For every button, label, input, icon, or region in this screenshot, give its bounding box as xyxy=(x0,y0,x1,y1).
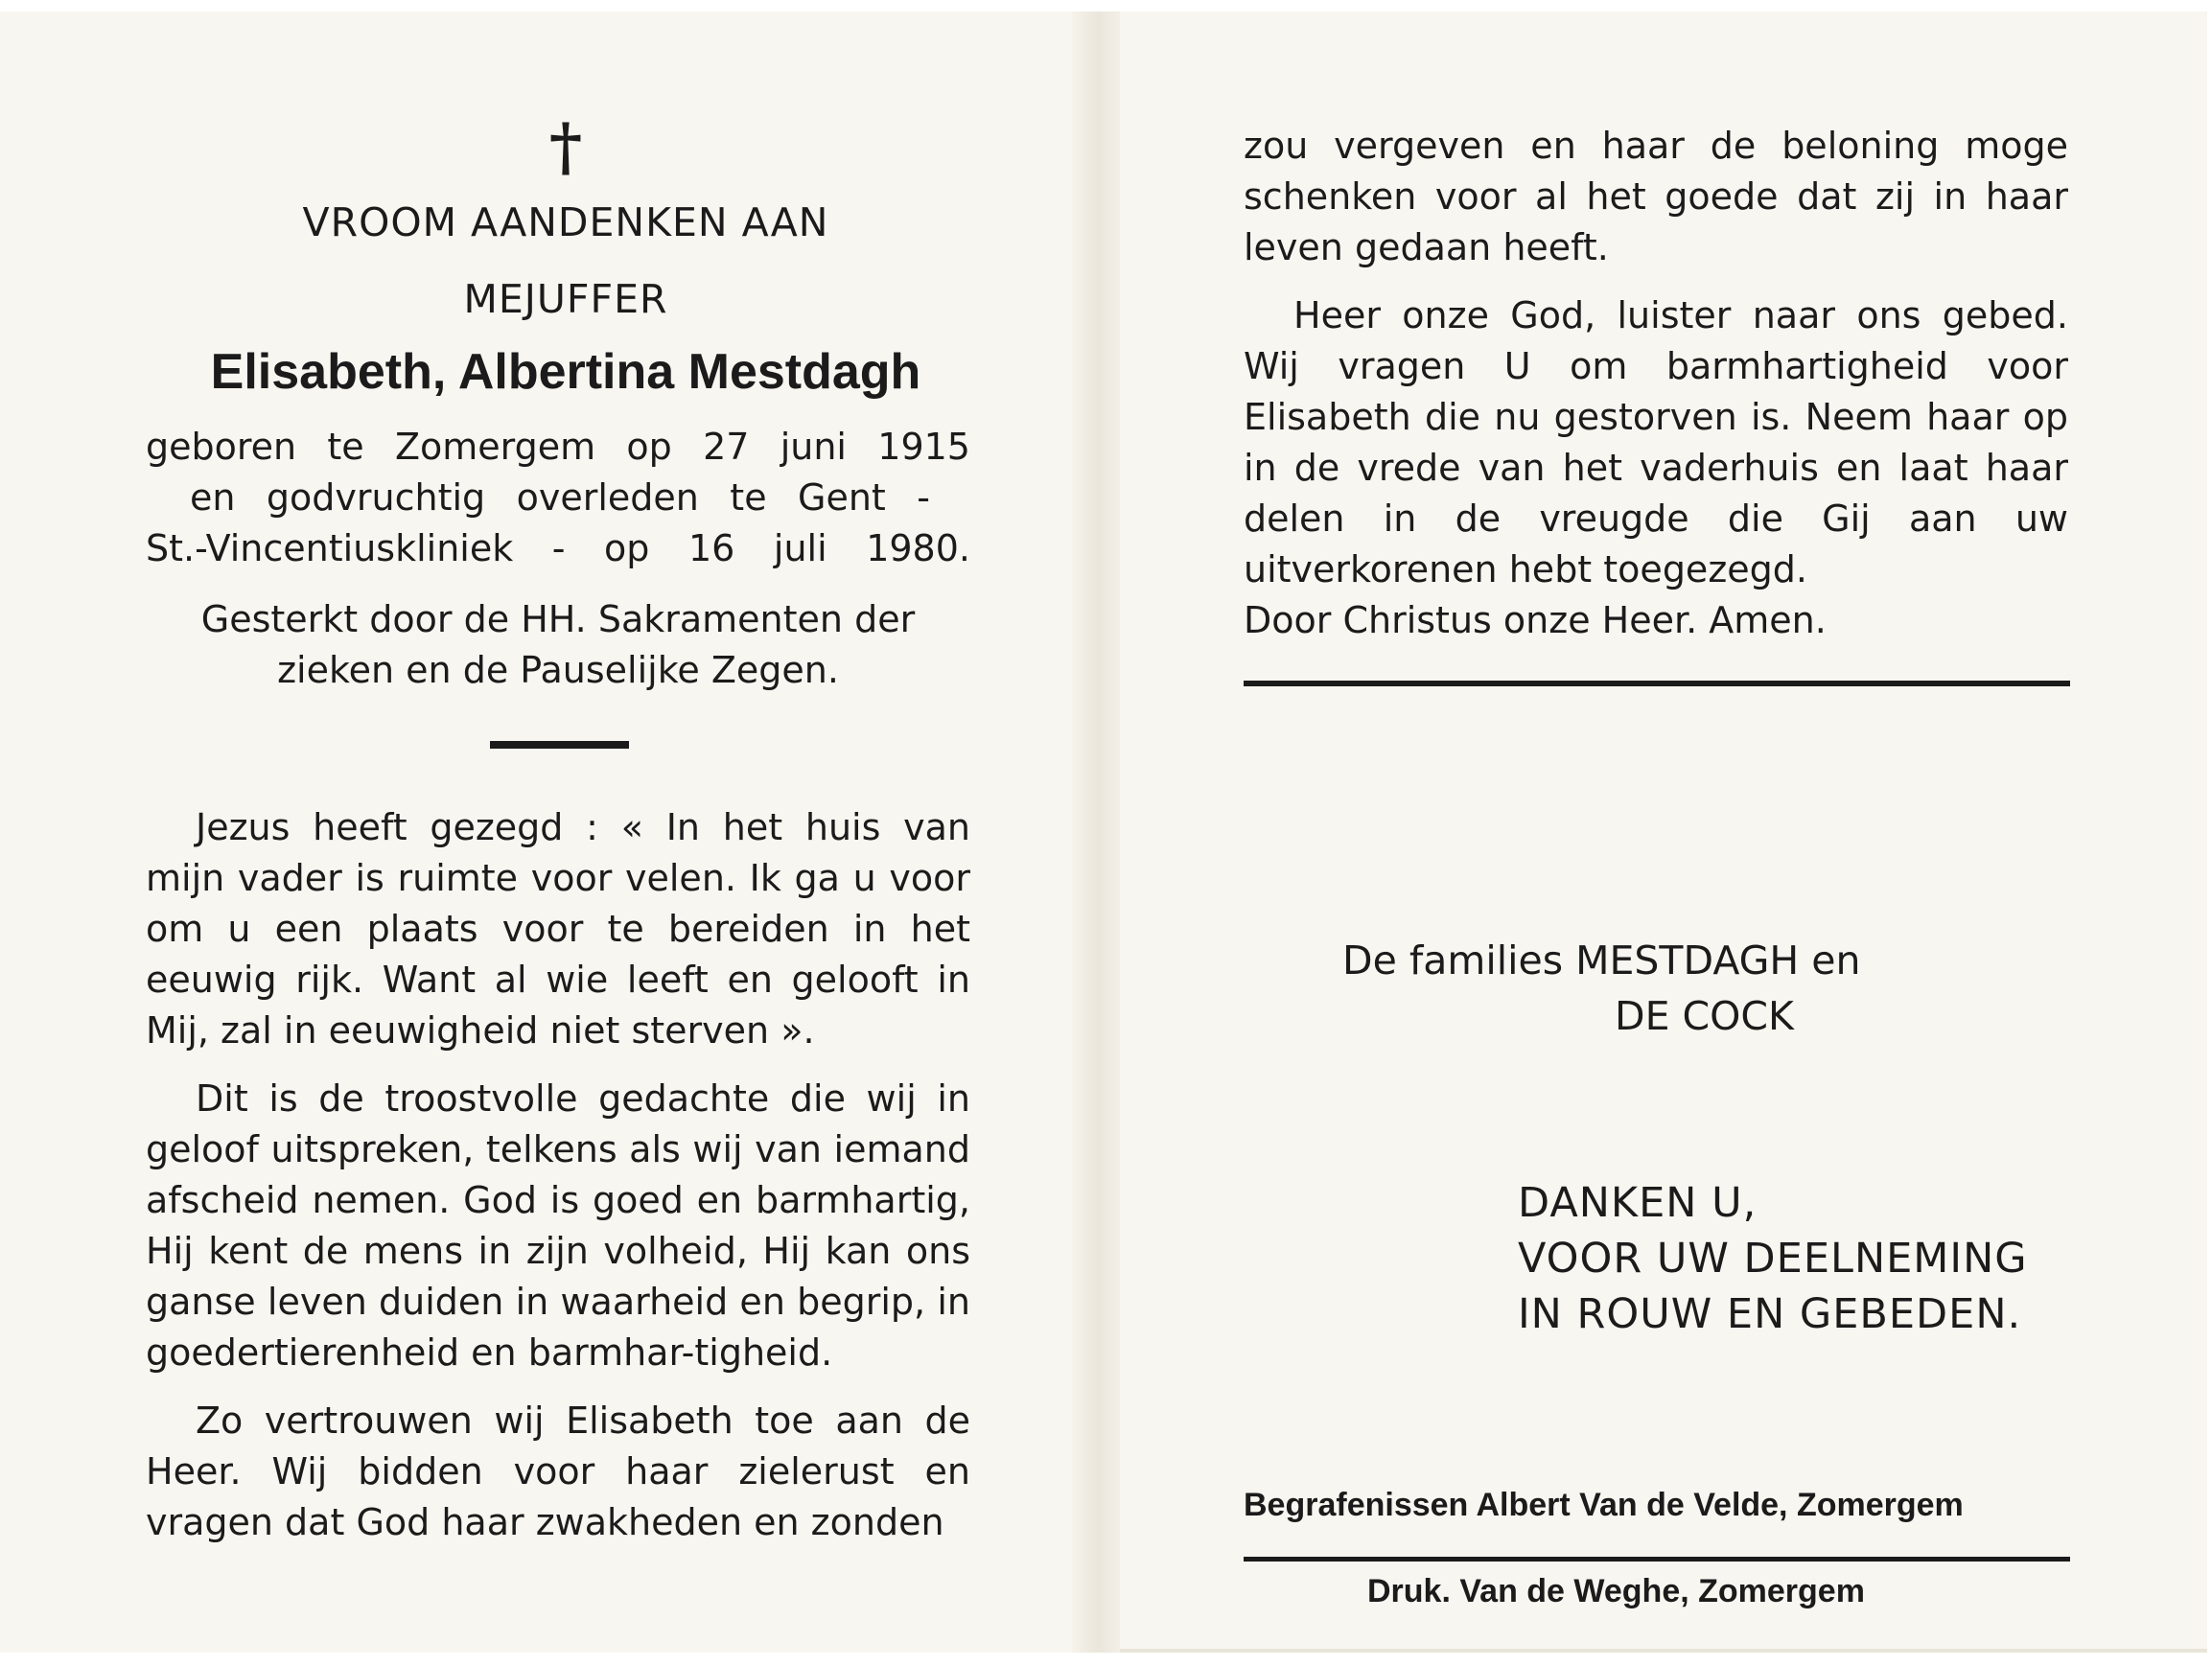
forgive-paragraph: zou vergeven en haar de beloning moge schenken voor al het goede dat zij in haar leven gedaan heeft. xyxy=(1244,125,2068,268)
families-line-2: DE COCK xyxy=(1615,993,1794,1039)
prayer-paragraph: Heer onze God, luister naar ons gebed. Wij vragen U om barmhartigheid voor Elisabeth die nu gestorven is. Neem haar op in de vrede van het vaderhuis en laat haar delen in de vreugde die Gij aan uw uitverkorenen hebt toegezegd. xyxy=(1244,294,2068,590)
right-text-block xyxy=(1244,121,2068,646)
short-divider xyxy=(490,741,629,749)
left-text-block xyxy=(146,802,970,1548)
closing-line: Door Christus onze Heer. Amen. xyxy=(1244,599,1827,641)
thanks-line-3: IN ROUW EN GEBEDEN. xyxy=(1518,1290,2022,1338)
cross-symbol: † xyxy=(548,109,583,184)
thanks-line-1: DANKEN U, xyxy=(1518,1179,1758,1227)
quote-paragraph: Jezus heeft gezegd : « In het huis van mijn vader is ruimte voor velen. Ik ga u voor om u een plaats voor te bereiden in het eeuwig rijk. Want al wie leeft en gelooft in Mij, zal in eeuwigheid niet sterven ». xyxy=(146,806,970,1052)
long-divider xyxy=(1244,681,2070,686)
deceased-name: Elisabeth, Albertina Mestdagh xyxy=(210,344,921,400)
title-mejuffer: MEJUFFER xyxy=(463,276,668,322)
thanks-line-2: VOOR UW DEELNEMING xyxy=(1518,1235,2028,1283)
card-fold xyxy=(1072,12,1120,1653)
born-line-3: St.-Vincentiuskliniek - op 16 juli 1980. xyxy=(146,527,970,569)
comfort-paragraph: Dit is de troostvolle gedachte die wij in geloof uitspreken, telkens als wij van iemand afscheid nemen. God is goed en barmhartig, Hij kent de mens in zijn volheid, Hij kan ons ganse leven duiden in waarheid en begrip, in goedertierenheid en barmhar-tigheid. xyxy=(146,1077,970,1374)
footer-divider xyxy=(1244,1557,2070,1562)
born-line-1: geboren te Zomergem op 27 juni 1915 xyxy=(146,426,970,468)
sacrament-line-1: Gesterkt door de HH. Sakramenten der xyxy=(200,598,916,640)
memorial-heading: VROOM AANDENKEN AAN xyxy=(302,199,829,245)
sacrament-line-2: zieken en de Pauselijke Zegen. xyxy=(277,649,839,691)
printer-credit: Druk. Van de Weghe, Zomergem xyxy=(1367,1573,1865,1609)
undertaker-credit: Begrafenissen Albert Van de Velde, Zomergem xyxy=(1244,1487,1964,1523)
families-line-1: De families MESTDAGH en xyxy=(1342,937,1861,983)
entrust-paragraph: Zo vertrouwen wij Elisabeth toe aan de Heer. Wij bidden voor haar zielerust en vragen dat God haar zwakheden en zonden xyxy=(146,1400,970,1543)
born-line-2: en godvruchtig overleden te Gent - xyxy=(190,476,930,519)
